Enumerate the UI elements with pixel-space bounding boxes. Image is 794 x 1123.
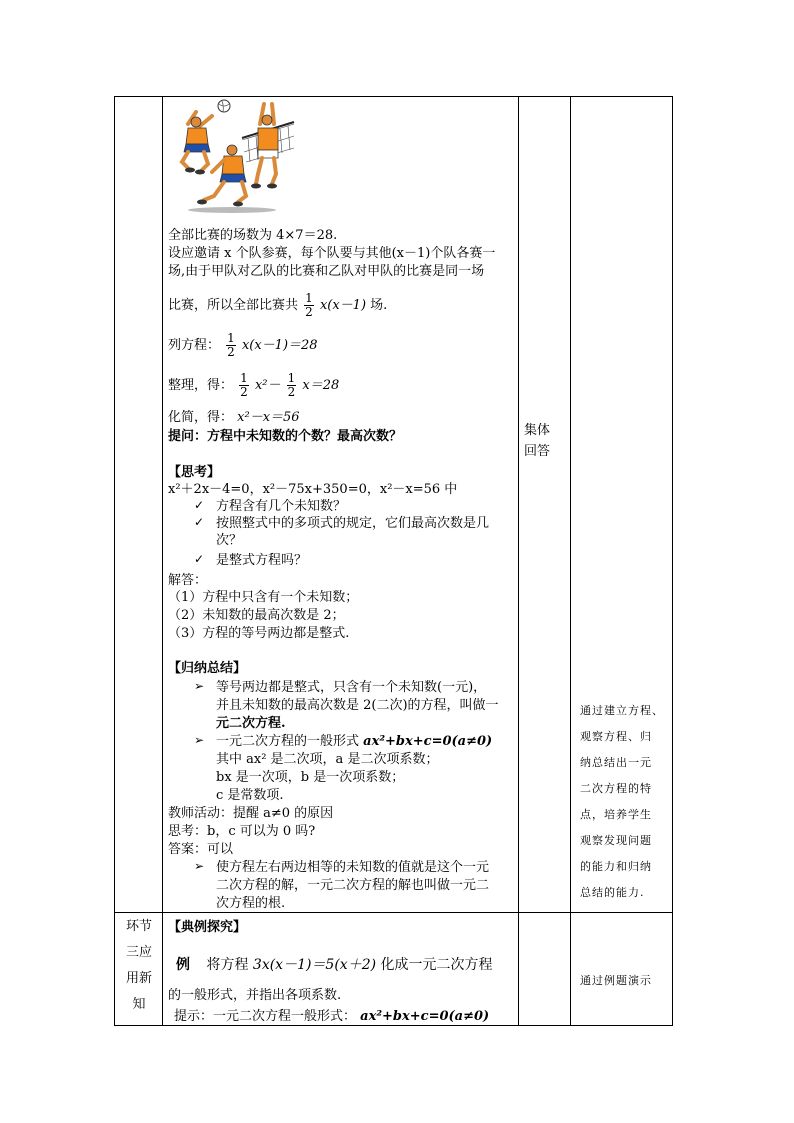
volleyball-illustration [166, 98, 300, 214]
summary-2-line-2: 其中 ax² 是二次项，a 是二次项系数； [216, 752, 439, 767]
question-line: 提问：方程中未知数的个数？最高次数？ [168, 429, 403, 444]
equation-3: 化简，得： x²－x＝56 [168, 410, 300, 425]
arrow-bullet-icon: ➢ [194, 733, 205, 747]
expr: x(x－1) [319, 298, 367, 313]
example-line-1: 例 将方程 3x(x－1)＝5(x＋2) 化成一元二次方程 [176, 957, 493, 973]
equation-1: 列方程： $\frac{1}{2}$ x(x－1)＝28 [168, 331, 318, 359]
col-border-3 [570, 96, 571, 1026]
think-2: 思考：b，c 可以为 0 吗? [168, 824, 316, 839]
table-bottom-border [114, 1025, 673, 1026]
arrow-bullet-icon: ➢ [194, 679, 205, 693]
think-title: 【思考】 [168, 465, 221, 480]
col-border-left [114, 96, 115, 1026]
fraction: $\frac{1}{2}$ [240, 371, 248, 399]
equation-2: 整理，得： $\frac{1}{2}$ x²－ $\frac{1}{2}$ x＝28 [168, 371, 340, 399]
table-top-border [114, 96, 673, 97]
col-border-1 [162, 96, 163, 1026]
summary-2-line-1: 一元二次方程的一般形式 ax²+bx+c=0(a≠0) [216, 734, 493, 749]
example-title: 【典例探究】 [168, 920, 247, 935]
fraction: $\frac{1}{2}$ [287, 371, 296, 399]
answer-1: （1）方程中只含有一个未知数； [168, 590, 359, 605]
think-item-2-cont: 次？ [216, 533, 243, 548]
col-border-right [672, 96, 673, 1026]
summary-title: 【归纳总结】 [168, 661, 247, 676]
teacher-activity: 教师活动：提醒 a≠0 的原因 [168, 806, 334, 821]
fraction: $\frac{1}{2}$ [305, 291, 313, 319]
fraction: $\frac{1}{2}$ [227, 331, 235, 359]
think-item-3: 是整式方程吗？ [216, 553, 308, 568]
summary-1-line-3: 元二次方程. [216, 716, 286, 731]
setup-line-2: 场,由于甲队对乙队的比赛和乙队对甲队的比赛是同一场 [168, 264, 485, 279]
stage-label: 环节 三应 用新 知 [125, 919, 152, 1012]
summary-1-line-2: 并且未知数的最高次数是 2(二次)的方程，叫做一 [216, 698, 499, 713]
think-equations: x²＋2x－4=0，x²－75x+350=0，x²－x=56 中 [168, 482, 458, 497]
example-line-2: 的一般形式，并指出各项系数. [168, 988, 342, 1003]
check-icon: ✓ [194, 552, 205, 566]
example-purpose-note: 通过例题演示 [580, 974, 652, 987]
think-item-2: 按照整式中的多项式的规定，它们最高次数是几 [216, 516, 490, 531]
hint-line: 提示：一元二次方程一般形式： ax²+bx+c=0(a≠0) [174, 1009, 490, 1024]
total-games-line: 全部比赛的场数为 4×7＝28. [168, 228, 338, 243]
summary-3-line-3: 次方程的根. [216, 896, 286, 911]
summary-3-line-2: 二次方程的解，一元二次方程的解也叫做一元二 [216, 878, 490, 893]
answer-title: 解答： [168, 573, 208, 588]
row-divider [114, 912, 673, 913]
text: 比赛，所以全部比赛共 [168, 298, 299, 313]
summary-2-line-4: c 是常数项. [216, 788, 284, 803]
col-border-2 [518, 96, 519, 1026]
collective-answer-note: 集体 回答 [524, 423, 551, 459]
check-icon: ✓ [194, 498, 205, 512]
setup-line-3 [168, 292, 387, 319]
think-item-1: 方程含有几个未知数？ [216, 499, 347, 514]
check-icon: ✓ [194, 515, 205, 529]
answer-3: （3）方程的等号两边都是整式. [168, 626, 350, 641]
text: 场. [370, 298, 388, 313]
setup-line-1: 设应邀请 x 个队参赛，每个队要与其他(x－1)个队各赛一 [168, 246, 496, 261]
arrow-bullet-icon: ➢ [194, 859, 205, 873]
purpose-note: 通过建立方程、 观察方程、归 纳总结出一元 二次方程的特 点，培养学生 观察发现问题 的能力和归纳 总结的能力. [580, 704, 664, 899]
example-label: 例 [176, 957, 190, 973]
answer-2: （2）未知数的最高次数是 2； [168, 608, 345, 623]
summary-3-line-1: 使方程左右两边相等的未知数的值就是这个一元 [216, 860, 490, 875]
summary-2-line-3: bx 是一次项，b 是一次项系数； [216, 770, 405, 785]
summary-1-line-1: 等号两边都是整式，只含有一个未知数(一元)， [216, 680, 487, 695]
answer-line: 答案：可以 [168, 842, 234, 857]
